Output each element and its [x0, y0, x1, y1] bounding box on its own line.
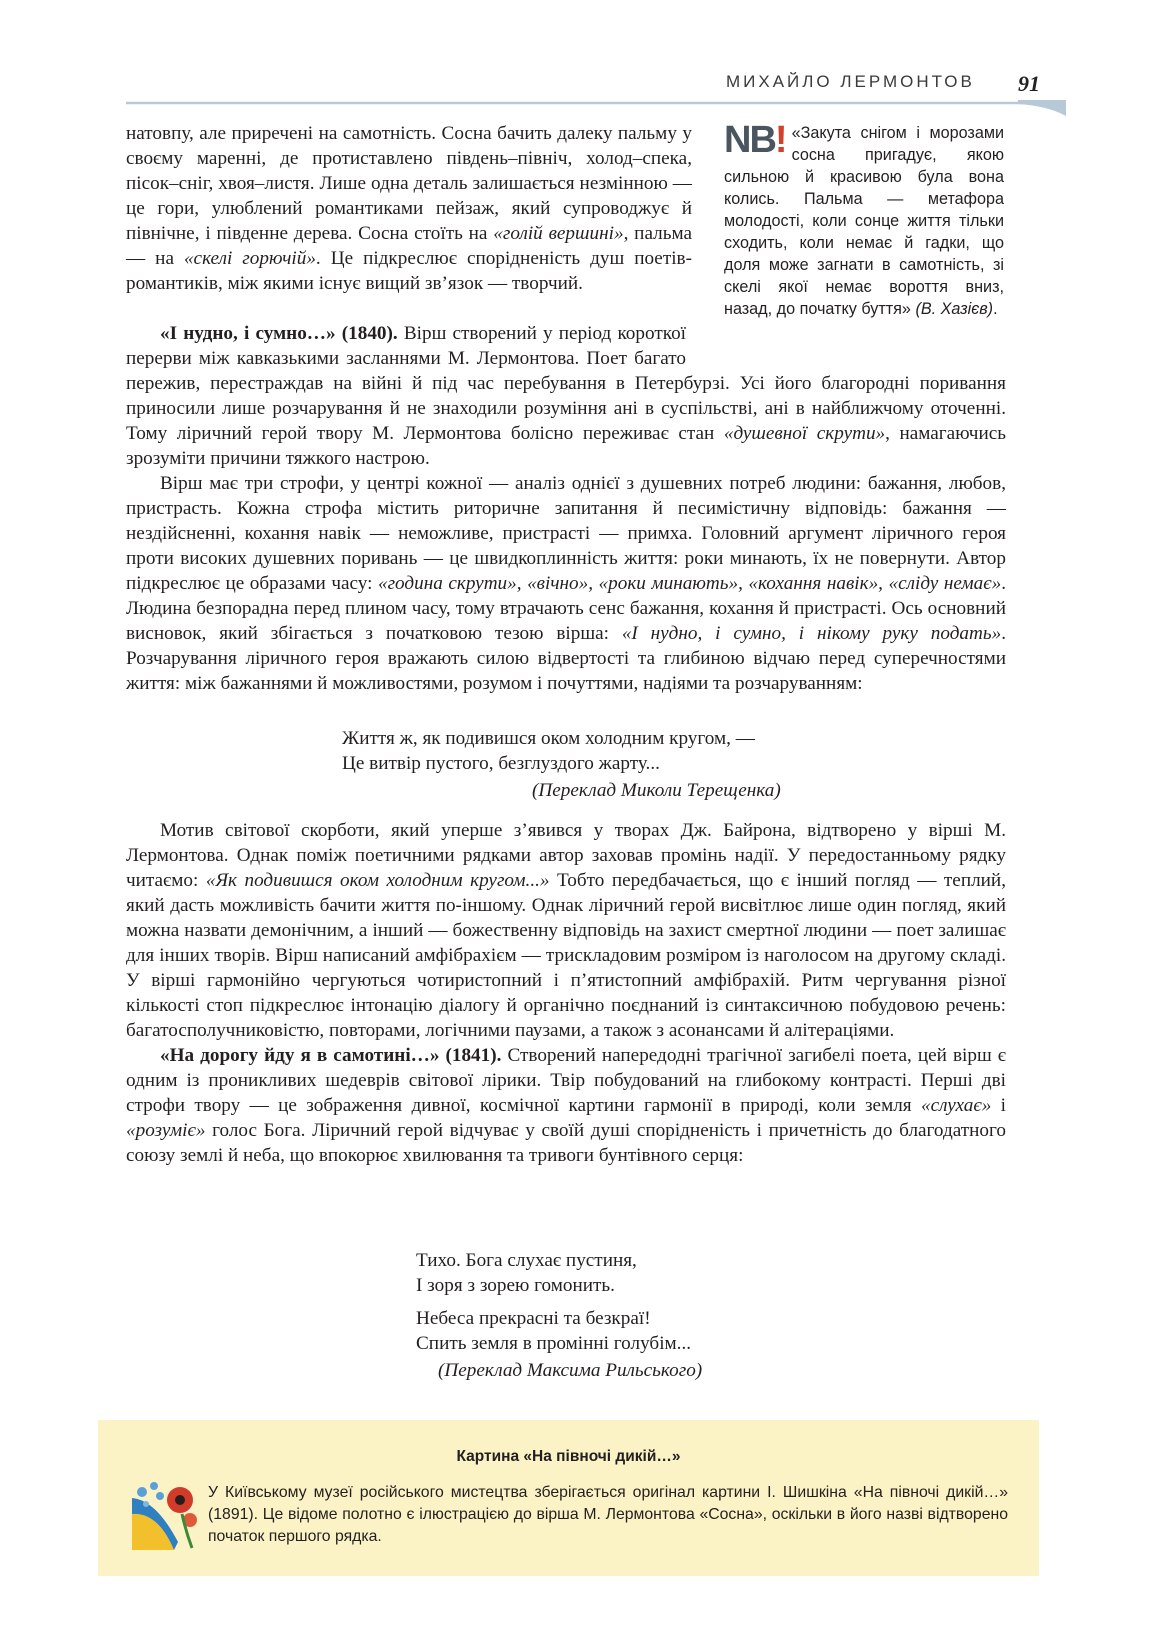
top-paragraph: натовпу, але приречені на самотність. Сосна бачить далеку пальму у своєму мареннi, де протиставлено південь–північ, холод–спека, пісок–сніг, хвоя–листя. Лише одна деталь залишається незмінною — це гори, улюблений романтиками пейзаж, який супроводжує й північне, і південне дерева. Сосна стоїть на «голій вершині», пальма — на «скелі горючій». Це підкреслює спорідненість душ поетів- романтиків, між якими існує вищий зв’язок — творчий. — [126, 123, 692, 294]
section-i-nudno: «І нудно, і сумно…» (1840). Вірш створений у період короткої перерви між кавказькими засланнями М. Лермонтова. Поет багато пережив, перестраждав на війні й під час перебування в Петербурзі. Усі його благородні поривання приносили лише розчарування й не знаходили розуміння ані в суспільстві, ані в найближчому оточенні. Тому ліричний герой твору М. Лермонтова болісно переживає стан «душевної скрути», намагаючись зрозуміти причини тяжкого настрою. Вірш має три строфи, у центрі кожної — аналіз однієї з душевних потреб людини: бажання, любов, пристрасть. Кожна строфа містить риторичне запитання й песимістичну відповідь: бажання — нездійсненні, кохання навік — неможливе, пристрасті — примха. Головний аргумент ліричного героя проти високих душевних поривань — це швидкоплинність життя: роки минають, їх не повернути. Автор підкреслює це образами часу: «година скрути», «вічно», «роки минають», «кохання навік», «сліду немає». Людина безпорадна перед плином часу, тому втрачають сенс бажання, кохання й пристрасті. Ось основний висновок, який збігається з початковою тезою вірша: «І нудно, і сумно, і нікому руку подать». Розчарування ліричного героя вражають силою відвертості та глибиною відчаю перед суперечностями життя: між бажаннями й можливостями, розумом і почуттями, надіями та розчаруванням: — [126, 323, 1006, 694]
info-box-text: У Київському музеї російського мистецтва зберігається оригінал картини І. Шишкіна «На півночі дикій…» (1891). Це відоме полотно є ілюстрацією до вірша М. Лермонтова «Сосна», оскільки в його назві відтворено початок першого рядка. — [208, 1484, 1008, 1545]
poem-quote-2: Тихо. Бога слухає пустиня, І зоря з зорею гомонить. Небеса прекрасні та безкраї! Спить земля в промінні голубім... (Переклад Максима Рильського) — [416, 1250, 703, 1381]
flower-ornament-icon — [128, 1480, 200, 1552]
translation-credit: (Переклад Миколи Терещенка) — [532, 780, 781, 801]
nb-sidebar-note: NB! «Закута снігом і морозами сосна пригадує, якою сильною й красивою була вона колись. Пальма — метафора молодості, коли сонце життя тільки сходить, коли немає й гадки, що доля може загнати в самотність, зі скелі якої немає вороття вниз, назад, до початку буття» (В. Хазієв). — [724, 119, 1004, 318]
poem-quote-1: Життя ж, як подивишся оком холодним кругом, — Це витвір пустого, безглуздого жарту... (Переклад Миколи Терещенка) — [342, 728, 781, 801]
translation-credit: (Переклад Максима Рильського) — [438, 1360, 703, 1381]
running-header-title: МИХАЙЛО ЛЕРМОНТОВ — [726, 72, 975, 91]
nb-author: (В. Хазієв) — [910, 300, 994, 318]
section-title: «І нудно, і сумно…» (1840). — [160, 323, 398, 344]
nb-logo-icon: NB! — [724, 119, 786, 161]
page-tab-decoration — [1018, 100, 1066, 120]
header-rule — [126, 100, 1026, 106]
page-number: 91 — [1018, 71, 1040, 96]
section-world-sorrow: Мотив світової скорботи, який уперше з’явився у творах Дж. Байрона, відтворено у вірші М. Лермонтова. Однак поміж поетичними рядками автор заховав промінь надії. У передостанньому рядку читаємо: «Як подивишся оком холодним кругом...» Тобто передбачається, що є інший погляд — теплий, який дасть можливість бачити життя по-іншому. Однак ліричний герой висвітлює лише один погляд, який можна назвати демонічним, а інший — божественну відповідь на захист смертної людини — поет залишає для інших творів. Вірш написаний амфібрахієм — трискладовим розміром із наголосом на другому складі. У вірші гармонійно чергуються чотиристопний і п’ятистопний амфібрахій. Ритм чергування різної кількості стоп підкреслює інтонацію діалогу й органічно поєднаний із синтаксичною побудовою речень: багатосполучниковістю, повторами, логічними паузами, а також з асонансами й алітераціями. «На дорогу йду я в самотині…» (1841). Створений напередодні трагічної загибелі поета, цей вірш є одним із проникливих шедеврів світової лірики. Твір побудований на глибокому контрасті. Перші дві строфи твору — це зображення дивної, космічної картини гармонії в природі, коли земля «слухає» і «розуміє» голос Бога. Ліричний герой відчуває у своїй душі спорідненість і причетність до благодатного союзу землі й неба, що впокорює хвилювання та тривоги бунтівного серця: — [126, 820, 1006, 1166]
info-box-title: Картина «На півночі дикій…» — [456, 1448, 681, 1465]
nb-text: «Закута снігом і морозами сосна пригадує, якою сильною й красивою була вона колись. Пальма — метафора молодості, коли сонце життя тільки сходить, коли немає й гадки, що доля може загнати в самотність, зі скелі якої немає вороття вниз, назад, до початку буття» — [724, 124, 1004, 318]
info-box-painting — [98, 1420, 1039, 1576]
section-title: «На дорогу йду я в самотині…» (1841). — [160, 1045, 502, 1066]
